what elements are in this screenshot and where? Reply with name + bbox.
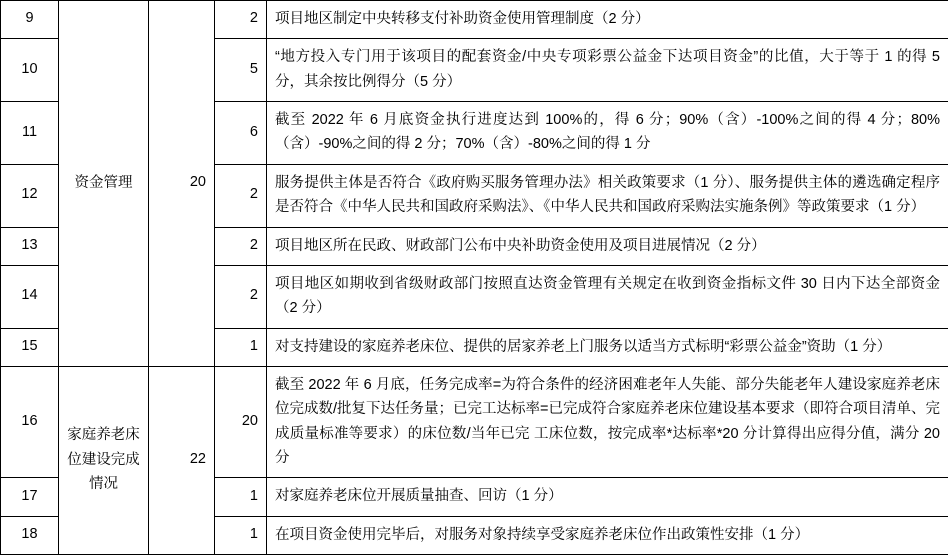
row-weight: 2 <box>215 227 267 265</box>
row-number: 11 <box>1 102 59 165</box>
row-weight: 2 <box>215 265 267 328</box>
row-number: 17 <box>1 478 59 516</box>
row-number: 15 <box>1 328 59 366</box>
row-description: 项目地区所在民政、财政部门公布中央补助资金使用及项目进展情况（2 分） <box>267 227 948 265</box>
row-description: 项目地区制定中央转移支付补助资金使用管理制度（2 分） <box>267 1 948 39</box>
category-label: 家庭养老床位建设完成情况 <box>59 366 149 554</box>
row-weight: 5 <box>215 39 267 102</box>
table-row <box>1 366 948 477</box>
row-number: 14 <box>1 265 59 328</box>
row-weight: 20 <box>215 366 267 477</box>
row-weight: 1 <box>215 328 267 366</box>
row-number: 12 <box>1 164 59 227</box>
category-score: 20 <box>149 1 215 367</box>
row-number: 16 <box>1 366 59 477</box>
row-description: 在项目资金使用完毕后，对服务对象持续享受家庭养老床位作出政策性安排（1 分） <box>267 516 948 554</box>
row-description: 对支持建设的家庭养老床位、提供的居家养老上门服务以适当方式标明“彩票公益金”资助（1 分） <box>267 328 948 366</box>
row-description: 服务提供主体是否符合《政府购买服务管理办法》相关政策要求（1 分）、服务提供主体的遴选确定程序是否符合《中华人民共和国政府采购法》、《中华人民共和国政府采购法实施条例》等政策要求（1 分） <box>267 164 948 227</box>
row-number: 10 <box>1 39 59 102</box>
row-weight: 2 <box>215 1 267 39</box>
row-weight: 1 <box>215 516 267 554</box>
table-row <box>1 1 948 39</box>
category-label: 资金管理 <box>59 1 149 367</box>
row-weight: 1 <box>215 478 267 516</box>
row-description: 对家庭养老床位开展质量抽查、回访（1 分） <box>267 478 948 516</box>
row-description: 截至 2022 年 6 月底资金执行进度达到 100%的，得 6 分；90%（含）-100%之间的得 4 分；80%（含）-90%之间的得 2 分；70%（含）-80%之间的得 1 分 <box>267 102 948 165</box>
row-description: 项目地区如期收到省级财政部门按照直达资金管理有关规定在收到资金指标文件 30 日内下达全部资金（2 分） <box>267 265 948 328</box>
row-number: 9 <box>1 1 59 39</box>
row-weight: 6 <box>215 102 267 165</box>
row-weight: 2 <box>215 164 267 227</box>
row-description: 截至 2022 年 6 月底，任务完成率=为符合条件的经济困难老年人失能、部分失能老年人建设家庭养老床位完成数/批复下达任务量；已完工达标率=已完成符合家庭养老床位建设基本要求（即符合项目清单、完成质量标准等要求）的床位数/当年已完 工床位数，按完成率*达标率*20 分计算得出应得分值，满分 20 分 <box>267 366 948 477</box>
category-score: 22 <box>149 366 215 554</box>
row-description: “地方投入专门用于该项目的配套资金/中央专项彩票公益金下达项目资金”的比值，大于等于 1 的得 5 分，其余按比例得分（5 分） <box>267 39 948 102</box>
row-number: 13 <box>1 227 59 265</box>
row-number: 18 <box>1 516 59 554</box>
